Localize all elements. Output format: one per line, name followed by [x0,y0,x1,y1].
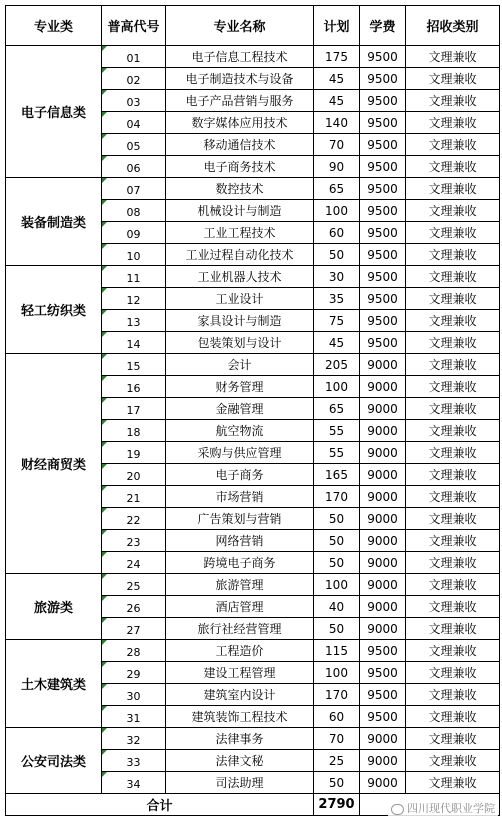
table-row [6,640,500,662]
fee-cell: 9500 [360,310,406,332]
major-cell: 工业机器人技术 [166,266,314,288]
fee-cell: 9500 [360,46,406,68]
plan-cell: 45 [314,332,360,354]
plan-cell: 50 [314,618,360,640]
fee-cell: 9000 [360,354,406,376]
major-cell: 会计 [166,354,314,376]
major-cell: 工业工程技术 [166,222,314,244]
type-cell: 文理兼收 [406,354,500,376]
plan-cell: 205 [314,354,360,376]
major-cell: 工程造价 [166,640,314,662]
fee-cell: 9000 [360,508,406,530]
header-plan: 计划 [314,6,360,46]
code-cell: 13 [102,310,166,332]
type-cell: 文理兼收 [406,222,500,244]
plan-cell: 65 [314,398,360,420]
type-cell: 文理兼收 [406,464,500,486]
fee-cell: 9000 [360,486,406,508]
plan-cell: 50 [314,772,360,794]
major-cell: 司法助理 [166,772,314,794]
fee-cell: 9000 [360,442,406,464]
wechat-icon [391,804,404,815]
code-cell: 14 [102,332,166,354]
major-cell: 工业设计 [166,288,314,310]
plan-cell: 35 [314,288,360,310]
major-cell: 电子信息工程技术 [166,46,314,68]
plan-cell: 115 [314,640,360,662]
major-cell: 财务管理 [166,376,314,398]
code-cell: 24 [102,552,166,574]
fee-cell: 9000 [360,420,406,442]
code-cell: 32 [102,728,166,750]
fee-cell: 9500 [360,112,406,134]
major-cell: 数控技术 [166,178,314,200]
table-row [6,574,500,596]
type-cell: 文理兼收 [406,398,500,420]
table-row [6,354,500,376]
table-row [6,178,500,200]
code-cell: 31 [102,706,166,728]
plan-cell: 100 [314,376,360,398]
code-cell: 07 [102,178,166,200]
fee-cell: 9500 [360,244,406,266]
major-cell: 法律事务 [166,728,314,750]
code-cell: 33 [102,750,166,772]
code-cell: 30 [102,684,166,706]
header-row [6,6,500,46]
code-cell: 01 [102,46,166,68]
type-cell: 文理兼收 [406,244,500,266]
total-plan: 2790 [314,794,360,816]
type-cell: 文理兼收 [406,530,500,552]
type-cell: 文理兼收 [406,332,500,354]
code-cell: 19 [102,442,166,464]
major-cell: 移动通信技术 [166,134,314,156]
fee-cell: 9000 [360,398,406,420]
watermark-text: 四川现代职业学院 [407,802,495,815]
type-cell: 文理兼收 [406,310,500,332]
plan-cell: 75 [314,310,360,332]
type-cell: 文理兼收 [406,90,500,112]
code-cell: 23 [102,530,166,552]
type-cell: 文理兼收 [406,750,500,772]
category-cell: 旅游类 [6,574,102,640]
major-cell: 电子商务技术 [166,156,314,178]
type-cell: 文理兼收 [406,376,500,398]
major-cell: 法律文秘 [166,750,314,772]
header-type: 招收类别 [406,6,500,46]
code-cell: 29 [102,662,166,684]
type-cell: 文理兼收 [406,596,500,618]
type-cell: 文理兼收 [406,134,500,156]
code-cell: 09 [102,222,166,244]
code-cell: 25 [102,574,166,596]
type-cell: 文理兼收 [406,618,500,640]
plan-cell: 45 [314,68,360,90]
type-cell: 文理兼收 [406,684,500,706]
major-cell: 电子制造技术与设备 [166,68,314,90]
plan-cell: 70 [314,728,360,750]
plan-cell: 50 [314,552,360,574]
major-cell: 包装策划与设计 [166,332,314,354]
code-cell: 12 [102,288,166,310]
fee-cell: 9500 [360,640,406,662]
enrollment-table [5,5,500,816]
major-cell: 建设工程管理 [166,662,314,684]
fee-cell: 9000 [360,728,406,750]
plan-cell: 65 [314,178,360,200]
code-cell: 08 [102,200,166,222]
major-cell: 电子商务 [166,464,314,486]
header-category: 专业类 [6,6,102,46]
fee-cell: 9000 [360,530,406,552]
plan-cell: 170 [314,486,360,508]
code-cell: 16 [102,376,166,398]
plan-cell: 45 [314,90,360,112]
header-code: 普高代号 [102,6,166,46]
table-row [6,266,500,288]
code-cell: 34 [102,772,166,794]
major-cell: 旅游管理 [166,574,314,596]
table-row [6,728,500,750]
type-cell: 文理兼收 [406,574,500,596]
code-cell: 28 [102,640,166,662]
fee-cell: 9000 [360,552,406,574]
fee-cell: 9500 [360,156,406,178]
fee-cell: 9500 [360,266,406,288]
fee-cell: 9500 [360,684,406,706]
type-cell: 文理兼收 [406,156,500,178]
major-cell: 建筑装饰工程技术 [166,706,314,728]
major-cell: 广告策划与营销 [166,508,314,530]
major-cell: 市场营销 [166,486,314,508]
plan-cell: 140 [314,112,360,134]
header-fee: 学费 [360,6,406,46]
category-cell: 轻工纺织类 [6,266,102,354]
plan-cell: 70 [314,134,360,156]
watermark [388,799,498,817]
major-cell: 酒店管理 [166,596,314,618]
major-cell: 跨境电子商务 [166,552,314,574]
fee-cell: 9000 [360,596,406,618]
fee-cell: 9500 [360,706,406,728]
major-cell: 金融管理 [166,398,314,420]
category-cell: 装备制造类 [6,178,102,266]
fee-cell: 9000 [360,376,406,398]
code-cell: 27 [102,618,166,640]
fee-cell: 9500 [360,662,406,684]
type-cell: 文理兼收 [406,728,500,750]
code-cell: 20 [102,464,166,486]
type-cell: 文理兼收 [406,178,500,200]
plan-cell: 55 [314,420,360,442]
major-cell: 网络营销 [166,530,314,552]
fee-cell: 9500 [360,332,406,354]
category-cell: 财经商贸类 [6,354,102,574]
plan-cell: 30 [314,266,360,288]
type-cell: 文理兼收 [406,662,500,684]
type-cell: 文理兼收 [406,200,500,222]
code-cell: 22 [102,508,166,530]
plan-cell: 170 [314,684,360,706]
major-cell: 航空物流 [166,420,314,442]
fee-cell: 9500 [360,90,406,112]
major-cell: 建筑室内设计 [166,684,314,706]
fee-cell: 9000 [360,772,406,794]
fee-cell: 9500 [360,200,406,222]
table-row [6,46,500,68]
type-cell: 文理兼收 [406,288,500,310]
plan-cell: 50 [314,530,360,552]
type-cell: 文理兼收 [406,420,500,442]
type-cell: 文理兼收 [406,68,500,90]
fee-cell: 9500 [360,178,406,200]
type-cell: 文理兼收 [406,442,500,464]
plan-cell: 50 [314,244,360,266]
fee-cell: 9500 [360,134,406,156]
major-cell: 数字媒体应用技术 [166,112,314,134]
major-cell: 工业过程自动化技术 [166,244,314,266]
fee-cell: 9500 [360,222,406,244]
type-cell: 文理兼收 [406,112,500,134]
category-cell: 土木建筑类 [6,640,102,728]
type-cell: 文理兼收 [406,508,500,530]
fee-cell: 9000 [360,618,406,640]
plan-cell: 100 [314,662,360,684]
code-cell: 17 [102,398,166,420]
code-cell: 11 [102,266,166,288]
code-cell: 06 [102,156,166,178]
code-cell: 04 [102,112,166,134]
type-cell: 文理兼收 [406,486,500,508]
plan-cell: 100 [314,574,360,596]
type-cell: 文理兼收 [406,266,500,288]
code-cell: 18 [102,420,166,442]
fee-cell: 9000 [360,464,406,486]
code-cell: 21 [102,486,166,508]
plan-cell: 25 [314,750,360,772]
major-cell: 采购与供应管理 [166,442,314,464]
plan-cell: 60 [314,222,360,244]
total-label: 合计 [6,794,314,816]
plan-cell: 100 [314,200,360,222]
category-cell: 公安司法类 [6,728,102,794]
code-cell: 02 [102,68,166,90]
fee-cell: 9500 [360,68,406,90]
type-cell: 文理兼收 [406,552,500,574]
major-cell: 电子产品营销与服务 [166,90,314,112]
major-cell: 旅行社经营管理 [166,618,314,640]
plan-cell: 60 [314,706,360,728]
plan-cell: 40 [314,596,360,618]
fee-cell: 9000 [360,750,406,772]
plan-cell: 55 [314,442,360,464]
plan-cell: 90 [314,156,360,178]
plan-cell: 175 [314,46,360,68]
major-cell: 家具设计与制造 [166,310,314,332]
type-cell: 文理兼收 [406,706,500,728]
code-cell: 03 [102,90,166,112]
major-cell: 机械设计与制造 [166,200,314,222]
plan-cell: 165 [314,464,360,486]
code-cell: 10 [102,244,166,266]
type-cell: 文理兼收 [406,772,500,794]
fee-cell: 9500 [360,288,406,310]
header-major: 专业名称 [166,6,314,46]
code-cell: 05 [102,134,166,156]
code-cell: 15 [102,354,166,376]
code-cell: 26 [102,596,166,618]
plan-cell: 50 [314,508,360,530]
type-cell: 文理兼收 [406,640,500,662]
fee-cell: 9000 [360,574,406,596]
type-cell: 文理兼收 [406,46,500,68]
category-cell: 电子信息类 [6,46,102,178]
